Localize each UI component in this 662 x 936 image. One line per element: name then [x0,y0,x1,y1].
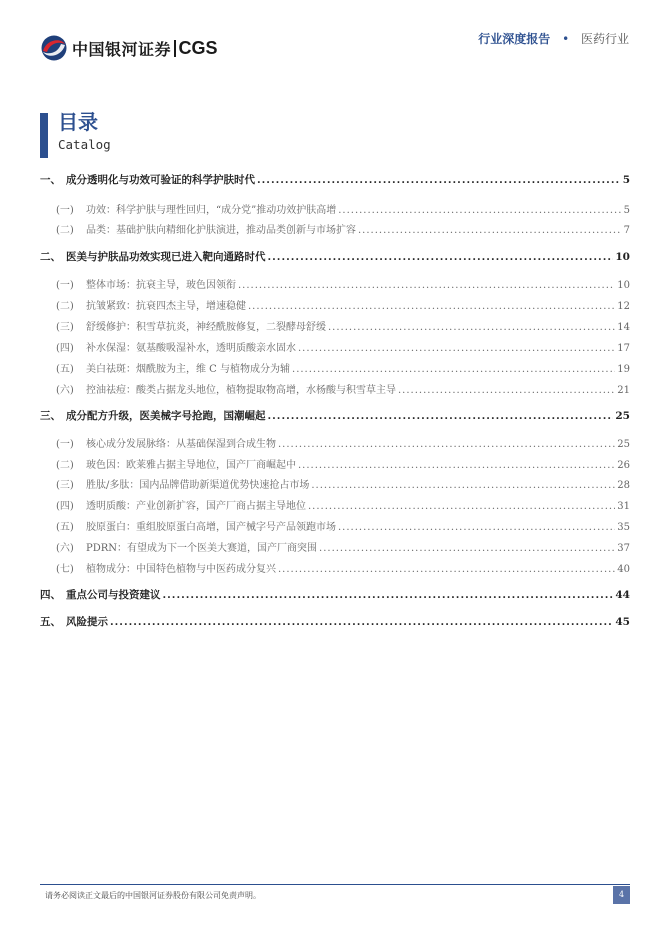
toc-leader-dots [292,364,615,375]
toc-entry-chapter[interactable] [40,614,630,634]
toc-entry-title: 植物成分：中国特色植物与中医药成分复兴 [86,564,276,575]
toc-entry-number: (四) [56,343,74,354]
toc-entry-page: 35 [617,522,630,533]
toc-entry-number: (三) [56,322,74,333]
toc-entry-title: 医美与护肤品功效实现已进入靶向通路时代 [66,251,266,263]
toc-entry-title: 美白祛斑：烟酰胺为主，维 C 与植物成分为辅 [86,364,291,375]
toc-entry-page: 10 [615,251,630,263]
toc-entry-page: 14 [617,322,630,333]
toc-leader-dots [328,322,615,333]
toc-leader-dots [257,174,621,186]
toc-entry-section[interactable] [40,476,630,496]
toc-entry-page: 25 [617,439,630,450]
toc-leader-dots [268,410,614,422]
logo-separator [174,40,176,57]
toc-entry-title: 胶原蛋白：重组胶原蛋白高增，国产械字号产品领跑市场 [86,522,336,533]
logo-english-name: CGS [178,37,218,58]
toc-entry-title: 透明质酸：产业创新扩容，国产厂商占据主导地位 [86,501,306,512]
toc-entry-title: 舒缓修护：积雪草抗炎，神经酰胺修复，二裂酵母舒缓 [86,322,326,333]
toc-entry-chapter[interactable] [40,249,630,269]
toc-entry-number: (五) [56,522,74,533]
toc-leader-dots [110,616,613,628]
toc-entry-page: 45 [615,616,630,628]
toc-entry-number: (六) [56,385,74,396]
toc-entry-page: 19 [617,364,630,375]
toc-entry-section[interactable] [40,339,630,359]
toc-entry-number: (二) [56,460,74,471]
toc-leader-dots [278,564,615,575]
toc-entry-section[interactable] [40,297,630,317]
toc-entry-section[interactable] [40,318,630,338]
toc-entry-number: (二) [56,301,74,312]
toc-entry-title: 品类：基础护肤向精细化护肤演进，推动品类创新与市场扩容 [86,225,356,236]
footer-divider [40,884,630,885]
header-report-info [478,30,629,47]
toc-title-accent-bar [40,113,48,158]
toc-entry-page: 5 [622,174,630,186]
toc-entry-page: 37 [617,543,630,554]
toc-entry-section[interactable] [40,456,630,476]
toc-entry-section[interactable] [40,435,630,455]
company-logo [40,34,218,62]
toc-entry-page: 31 [617,501,630,512]
toc-entry-number: (七) [56,564,74,575]
toc-entry-page: 5 [623,205,630,216]
toc-entry-number: 二、 [40,251,61,263]
toc-leader-dots [238,280,615,291]
toc-leader-dots [358,225,622,236]
galaxy-logo-icon [40,34,68,62]
toc-entry-number: (六) [56,543,74,554]
toc-entry-number: (一) [56,205,74,216]
toc-leader-dots [338,205,621,216]
toc-entry-page: 44 [615,589,630,601]
toc-entry-chapter[interactable] [40,172,630,192]
toc-leader-dots [319,543,615,554]
toc-entry-number: (一) [56,439,74,450]
toc-entry-page: 40 [617,564,630,575]
toc-entry-chapter[interactable] [40,408,630,428]
toc-entry-section[interactable] [40,539,630,559]
toc-subtitle: Catalog [58,137,111,152]
report-type: 行业深度报告 [478,32,551,46]
toc-entry-title: 功效：科学护肤与理性回归，“成分党”推动功效护肤高增 [86,205,337,216]
industry-label: 医药行业 [580,32,629,46]
toc-entry-title: 胜肽/多肽：国内品牌借助新渠道优势快速抢占市场 [86,480,310,491]
toc-entry-page: 28 [617,480,630,491]
toc-leader-dots [298,343,615,354]
toc-entry-section[interactable] [40,360,630,380]
toc-entry-number: (一) [56,280,74,291]
toc-entry-section[interactable] [40,201,630,221]
toc-entry-number: 四、 [40,589,61,601]
page-number: 4 [613,886,630,904]
footer-disclaimer: 请务必阅读正文最后的中国银河证券股份有限公司免责声明。 [45,891,261,900]
toc-leader-dots [311,480,615,491]
toc-leader-dots [398,385,615,396]
toc-entry-title: 抗皱紧致：抗衰四杰主导，增速稳健 [86,301,246,312]
toc-entry-section[interactable] [40,497,630,517]
toc-leader-dots [298,460,615,471]
toc-entry-page: 12 [617,301,630,312]
toc-entry-page: 26 [617,460,630,471]
toc-entry-section[interactable] [40,221,630,241]
toc-entry-number: 三、 [40,410,61,422]
toc-entry-number: (二) [56,225,74,236]
toc-entry-page: 17 [617,343,630,354]
toc-entry-number: 一、 [40,174,61,186]
toc-entry-title: 玻色因：欧莱雅占据主导地位，国产厂商崛起中 [86,460,296,471]
toc-leader-dots [338,522,615,533]
toc-leader-dots [268,251,614,263]
header-separator: • [562,32,570,46]
toc-entry-number: (三) [56,480,74,491]
toc-leader-dots [308,501,615,512]
toc-leader-dots [278,439,615,450]
toc-entry-title: PDRN：有望成为下一个医美大赛道，国产厂商突围 [86,543,318,554]
toc-leader-dots [248,301,615,312]
page-header [0,0,662,70]
toc-entry-title: 重点公司与投资建议 [66,589,161,601]
toc-entry-section[interactable] [40,560,630,580]
toc-entry-number: (四) [56,501,74,512]
toc-entry-section[interactable] [40,381,630,401]
toc-entry-title: 成分透明化与功效可验证的科学护肤时代 [66,174,255,186]
toc-title: 目录 [58,110,98,134]
toc-entry-number: (五) [56,364,74,375]
toc-entry-section[interactable] [40,276,630,296]
toc-entry-page: 10 [617,280,630,291]
toc-entry-page: 7 [623,225,630,236]
toc-entry-number: 五、 [40,616,61,628]
toc-leader-dots [163,589,614,601]
toc-entry-title: 整体市场：抗衰主导，玻色因领衔 [86,280,236,291]
toc-entry-chapter[interactable] [40,587,630,607]
toc-entry-page: 25 [615,410,630,422]
toc-entry-section[interactable] [40,518,630,538]
toc-entry-title: 核心成分发展脉络：从基础保湿到合成生物 [86,439,276,450]
toc-entry-page: 21 [617,385,630,396]
toc-entry-title: 风险提示 [66,616,108,628]
logo-chinese-name: 中国银河证券 [72,39,172,59]
toc-entry-title: 成分配方升级，医美械字号抢跑，国潮崛起 [66,410,266,422]
toc-entry-title: 补水保湿：氨基酸吸湿补水，透明质酸亲水固水 [86,343,296,354]
toc-entry-title: 控油祛痘：酸类占据龙头地位，植物提取物高增，水杨酸与积雪草主导 [86,385,396,396]
